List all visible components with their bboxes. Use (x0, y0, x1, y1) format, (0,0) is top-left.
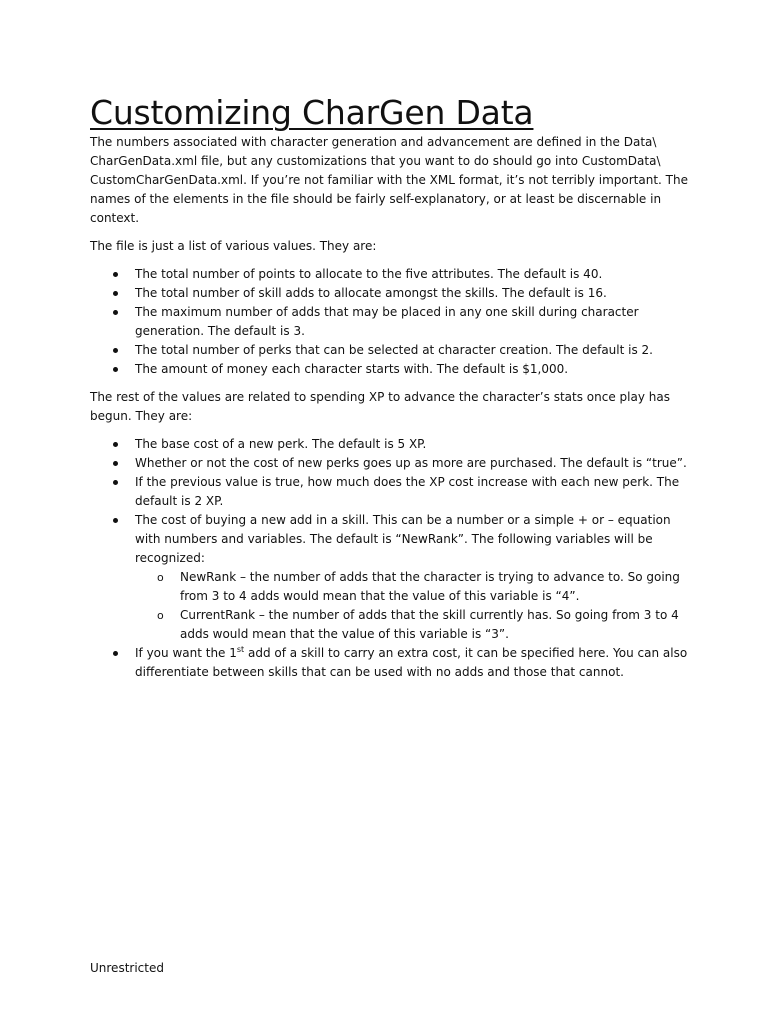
list-item-text: If you want the 1 (135, 646, 237, 660)
document-title: Customizing CharGen Data (90, 93, 534, 132)
list-item: The maximum number of adds that may be placed in any one skill during character generation. The default is 3. (90, 303, 690, 341)
list2-intro: The rest of the values are related to spending XP to advance the character’s stats once play has begun. They are: (90, 390, 670, 423)
list-item: If the previous value is true, how much does the XP cost increase with each new perk. The default is 2 XP. (90, 473, 690, 511)
sublist-item: o CurrentRank – the number of adds that the skill currently has. So going from 3 to 4 adds would mean that the value of this variable is “3”. (135, 606, 690, 644)
list-item (90, 644, 690, 682)
attribute-defaults-list (90, 265, 690, 379)
list-item-text: The cost of buying a new add in a skill. This can be a number or a simple + or – equation with numbers and variables. The default is “NewRank”. The following variables will be recognized: (135, 513, 671, 565)
list1-intro: The file is just a list of various values. They are: (90, 239, 377, 253)
list-item: The total number of perks that can be selected at character creation. The default is 2. (90, 341, 690, 360)
list-item: The total number of points to allocate to the five attributes. The default is 40. (90, 265, 690, 284)
document-body (90, 93, 690, 682)
ordinal-suffix: st (236, 645, 245, 654)
list-item: The amount of money each character starts with. The default is $1,000. (90, 360, 690, 379)
intro-paragraph: The numbers associated with character generation and advancement are defined in the Data\ CharGenData.xml file, but any customizations that you want to do should go into CustomData\ CustomCharGenData.xml. If you’re not familiar with the XML format, it’s not terribly important. The names of the elements in the file should be fairly self-explanatory, or at least be discernable in context. (90, 135, 688, 225)
footer-classification: Unrestricted (90, 961, 164, 975)
list-item: Whether or not the cost of new perks goes up as more are purchased. The default is “true”. (90, 454, 690, 473)
sublist-item: o NewRank – the number of adds that the character is trying to advance to. So going from 3 to 4 adds would mean that the value of this variable is “4”. (135, 568, 690, 606)
list-item (90, 511, 690, 644)
list-item: The base cost of a new perk. The default is 5 XP. (90, 435, 690, 454)
list-item-text: add of a skill to carry an extra cost, it can be specified here. You can also differentiate between skills that can be used with no adds and those that cannot. (135, 646, 688, 679)
xp-values-list (90, 435, 690, 682)
variables-sublist (135, 568, 690, 644)
list-item: The total number of skill adds to allocate amongst the skills. The default is 16. (90, 284, 690, 303)
